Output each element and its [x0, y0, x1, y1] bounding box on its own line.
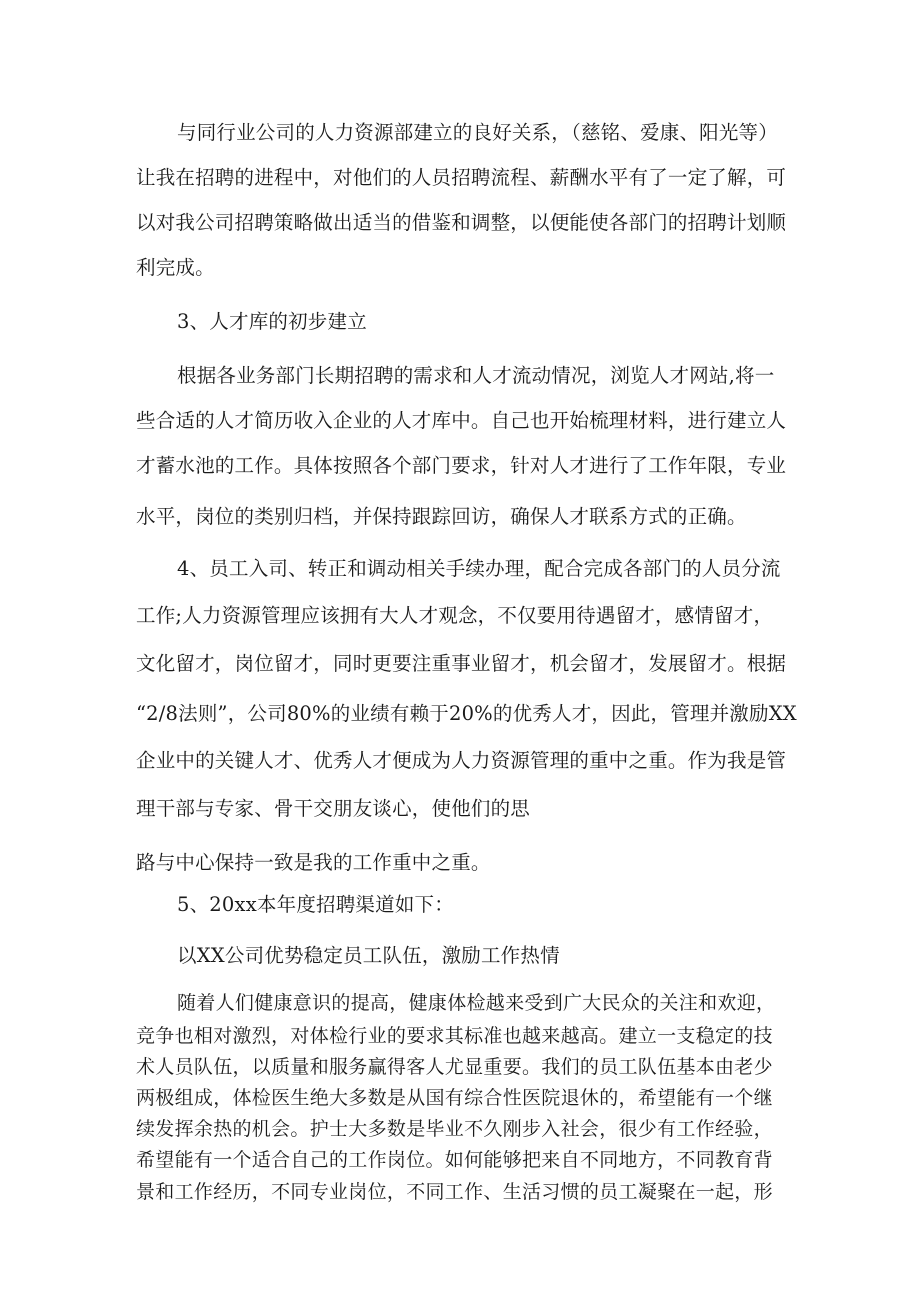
paragraph-2-line-2: 些合适的人才简历收入企业的人才库中。自己也开始梳理材料，进行建立人 — [136, 409, 787, 432]
paragraph-2-line-3: 才蓄水池的工作。具体按照各个部门要求，针对人才进行了工作年限，专业 — [136, 454, 787, 477]
paragraph-3-line-5: 企业中的关键人才、优秀人才便成为人力资源管理的重中之重。作为我是管 — [136, 749, 787, 772]
paragraph-5-line-1: 随着人们健康意识的提高，健康体检越来受到广大民众的关注和欢迎， — [177, 992, 776, 1014]
paragraph-3-line-6: 理干部与专家、骨干交朋友谈心，使他们的思 — [136, 797, 531, 820]
paragraph-3-line-3: 文化留才，岗位留才，同时更要注重事业留才，机会留才，发展留才。根据 — [136, 652, 787, 675]
paragraph-1-line-1: 与同行业公司的人力资源部建立的良好关系，（慈铭、爱康、阳光等） — [177, 121, 778, 144]
paragraph-1-line-4: 利完成。 — [136, 256, 215, 279]
section-heading-3: 3、人才库的初步建立 — [177, 310, 367, 333]
paragraph-2-line-1: 根据各业务部门长期招聘的需求和人才流动情况，浏览人才网站,将一 — [177, 364, 775, 387]
section-heading-5: 5、20xx本年度招聘渠道如下： — [177, 893, 454, 916]
paragraph-5-line-7: 景和工作经历，不同专业岗位，不同工作、生活习惯的员工凝聚在一起，形 — [136, 1181, 773, 1203]
paragraph-4-line-1: 路与中心保持一致是我的工作重中之重。 — [136, 851, 491, 874]
paragraph-3-line-1: 4、员工入司、转正和调动相关手续办理，配合完成各部门的人员分流 — [177, 557, 781, 580]
paragraph-1-line-3: 以对我公司招聘策略做出适当的借鉴和调整，以便能使各部门的招聘计划顺 — [136, 211, 787, 234]
paragraph-5-line-2: 竞争也相对激烈，对体检行业的要求其标准也越来越高。建立一支稳定的技 — [136, 1025, 773, 1047]
paragraph-5-line-6: 希望能有一个适合自己的工作岗位。如何能够把来自不同地方，不同教育背 — [136, 1149, 773, 1171]
paragraph-2-line-4: 水平，岗位的类别归档，并保持跟踪回访，确保人才联系方式的正确。 — [136, 505, 747, 528]
paragraph-3-line-4: “2/8法则”，公司80%的业绩有赖于20%的优秀人才，因此，管理并激励XX — [136, 702, 797, 725]
paragraph-5-line-4: 两极组成，体检医生绝大多数是从国有综合性医院退休的，希望能有一个继 — [136, 1087, 773, 1109]
paragraph-5-line-3: 术人员队伍，以质量和服务赢得客人尤显重要。我们的员工队伍基本由老少 — [136, 1056, 773, 1078]
subheading: 以XX公司优势稳定员工队伍，激励工作热情 — [177, 944, 560, 967]
paragraph-1-line-2: 让我在招聘的进程中，对他们的人员招聘流程、薪酬水平有了一定了解，可 — [136, 166, 787, 189]
paragraph-5-line-5: 续发挥余热的机会。护士大多数是毕业不久刚步入社会，很少有工作经验， — [136, 1118, 773, 1140]
paragraph-3-line-2: 工作;人力资源管理应该拥有大人才观念，不仅要用待遇留才，感情留才， — [136, 604, 774, 627]
